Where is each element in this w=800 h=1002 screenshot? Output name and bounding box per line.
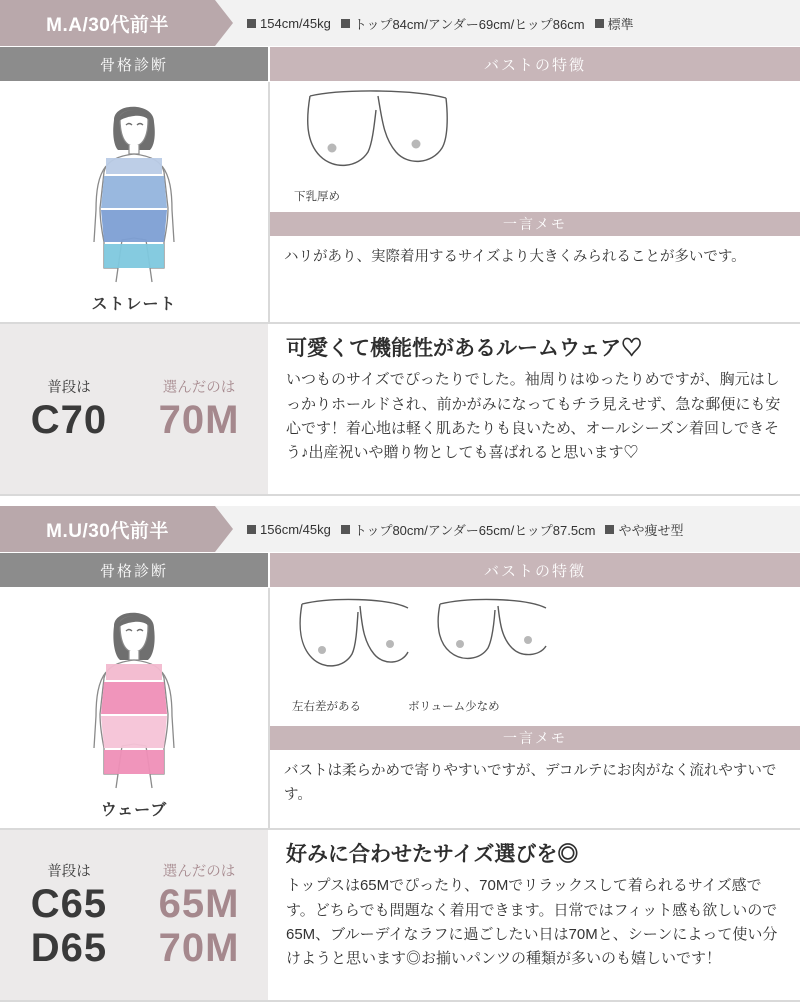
- chosen-size-label: 選んだのは: [162, 864, 236, 881]
- usual-size-column: [13, 860, 125, 969]
- square-bullet-icon: [341, 19, 350, 28]
- review-block-2: [0, 506, 800, 1002]
- spec-item: [595, 14, 634, 33]
- memo-text: バストは柔らかめで寄りやすいですが、デコルテにお肉がなく流れやすいです。: [270, 750, 800, 828]
- reviewer-name: M.A/30代前半: [0, 0, 215, 46]
- column-header-skeleton: 骨格診断: [0, 553, 270, 587]
- reviewer-name: M.U/30代前半: [0, 506, 215, 552]
- comment-text: トップスは65Mでぴったり、70Mでリラックスして着られるサイズ感です。どちらでも問題なく着用できます。日常ではフィット感も欲しいので65M、ブルーデイなラフに過ごしたい日は70Mと、シーンによって使い分けようと思います◎お揃いパンツの種類が多いのも嬉しいです！: [286, 877, 778, 968]
- spec-text: やや痩せ型: [618, 522, 684, 538]
- spec-item: [341, 520, 596, 539]
- column-header-bust: バストの特徴: [270, 553, 800, 587]
- chosen-size-label: 選んだのは: [162, 379, 236, 396]
- square-bullet-icon: [247, 19, 256, 28]
- chosen-size-value: 65M: [158, 882, 240, 927]
- spec-text: トップ80cm/アンダー65cm/ヒップ87.5cm: [353, 522, 596, 538]
- bust-shape-illustration-left: [292, 594, 412, 694]
- memo-header: 一言メモ: [270, 726, 800, 750]
- spec-text: 154cm/45kg: [260, 15, 331, 31]
- spec-text: トップ84cm/アンダー69cm/ヒップ86cm: [353, 16, 585, 32]
- spec-item: [247, 522, 331, 537]
- bust-and-memo: [270, 588, 800, 828]
- profile-specs: [215, 506, 800, 552]
- bust-illustration-area: [270, 82, 800, 212]
- comment-row: [0, 830, 800, 1002]
- bust-caption: 下乳厚め: [294, 191, 340, 203]
- body-figure-straight-illustration: [34, 92, 234, 287]
- spec-item: [247, 16, 331, 31]
- comment-cell: [270, 324, 800, 494]
- bust-shape-illustration-right: [430, 594, 550, 694]
- memo-text: ハリがあり、実際着用するサイズより大きくみられることが多いです。: [270, 236, 800, 322]
- profile-bar: [0, 506, 800, 553]
- comment-cell: [270, 830, 800, 1000]
- size-columns: [13, 860, 255, 969]
- column-headers: [0, 47, 800, 82]
- review-block-1: [0, 0, 800, 496]
- usual-size-value-2: D65: [30, 925, 108, 970]
- column-headers: [0, 553, 800, 588]
- body-row: [0, 82, 800, 324]
- column-header-bust: バストの特徴: [270, 47, 800, 81]
- spec-text: 標準: [607, 16, 634, 32]
- figure-label: ストレート: [91, 296, 177, 313]
- figure-label: ウェーブ: [100, 802, 168, 819]
- comment-row: [0, 324, 800, 496]
- comment-title: 可愛くて機能性があるルームウェア♡: [286, 337, 643, 360]
- bust-illustration-area: [270, 588, 800, 726]
- usual-size-value: C65: [30, 882, 108, 927]
- square-bullet-icon: [595, 19, 604, 28]
- usual-size-label: 普段は: [47, 379, 91, 396]
- usual-size-label: 普段は: [47, 864, 91, 881]
- size-columns: [13, 376, 255, 442]
- chosen-size-column: [143, 860, 255, 969]
- comment-text: いつものサイズでぴったりでした。袖周りはゆったりめですが、胸元はしっかりホールドされ、前かがみになってもチラ見えせず、急な郵便にも安心です！着心地は軽く肌あたりも良いため、オールシーズン着回しできそう♪出産祝いや贈り物としても喜ばれると思います♡: [286, 371, 781, 462]
- figure-cell: [0, 588, 270, 828]
- profile-specs: [215, 0, 800, 46]
- spec-text: 156cm/45kg: [260, 521, 331, 537]
- usual-size-value: C70: [30, 397, 108, 442]
- column-header-skeleton: 骨格診断: [0, 47, 270, 81]
- body-figure-wave-illustration: [34, 598, 234, 793]
- body-row: [0, 588, 800, 830]
- square-bullet-icon: [341, 525, 350, 534]
- section-divider: [0, 496, 800, 506]
- spec-item: [341, 14, 585, 33]
- comment-title: 好みに合わせたサイズ選びを◎: [286, 843, 579, 866]
- figure-cell: [0, 82, 270, 322]
- bust-shape-illustration: [292, 86, 472, 191]
- size-cell: [0, 324, 270, 494]
- memo-header: 一言メモ: [270, 212, 800, 236]
- spec-item: [605, 520, 683, 539]
- square-bullet-icon: [605, 525, 614, 534]
- chosen-size-value: 70M: [158, 397, 240, 442]
- chosen-size-value-2: 70M: [158, 925, 240, 970]
- bust-and-memo: [270, 82, 800, 322]
- usual-size-column: [13, 376, 125, 442]
- chosen-size-column: [143, 376, 255, 442]
- profile-bar: [0, 0, 800, 47]
- square-bullet-icon: [247, 525, 256, 534]
- size-cell: [0, 830, 270, 1000]
- bust-caption: ボリューム少なめ: [408, 701, 500, 713]
- bust-caption: 左右差がある: [292, 701, 361, 713]
